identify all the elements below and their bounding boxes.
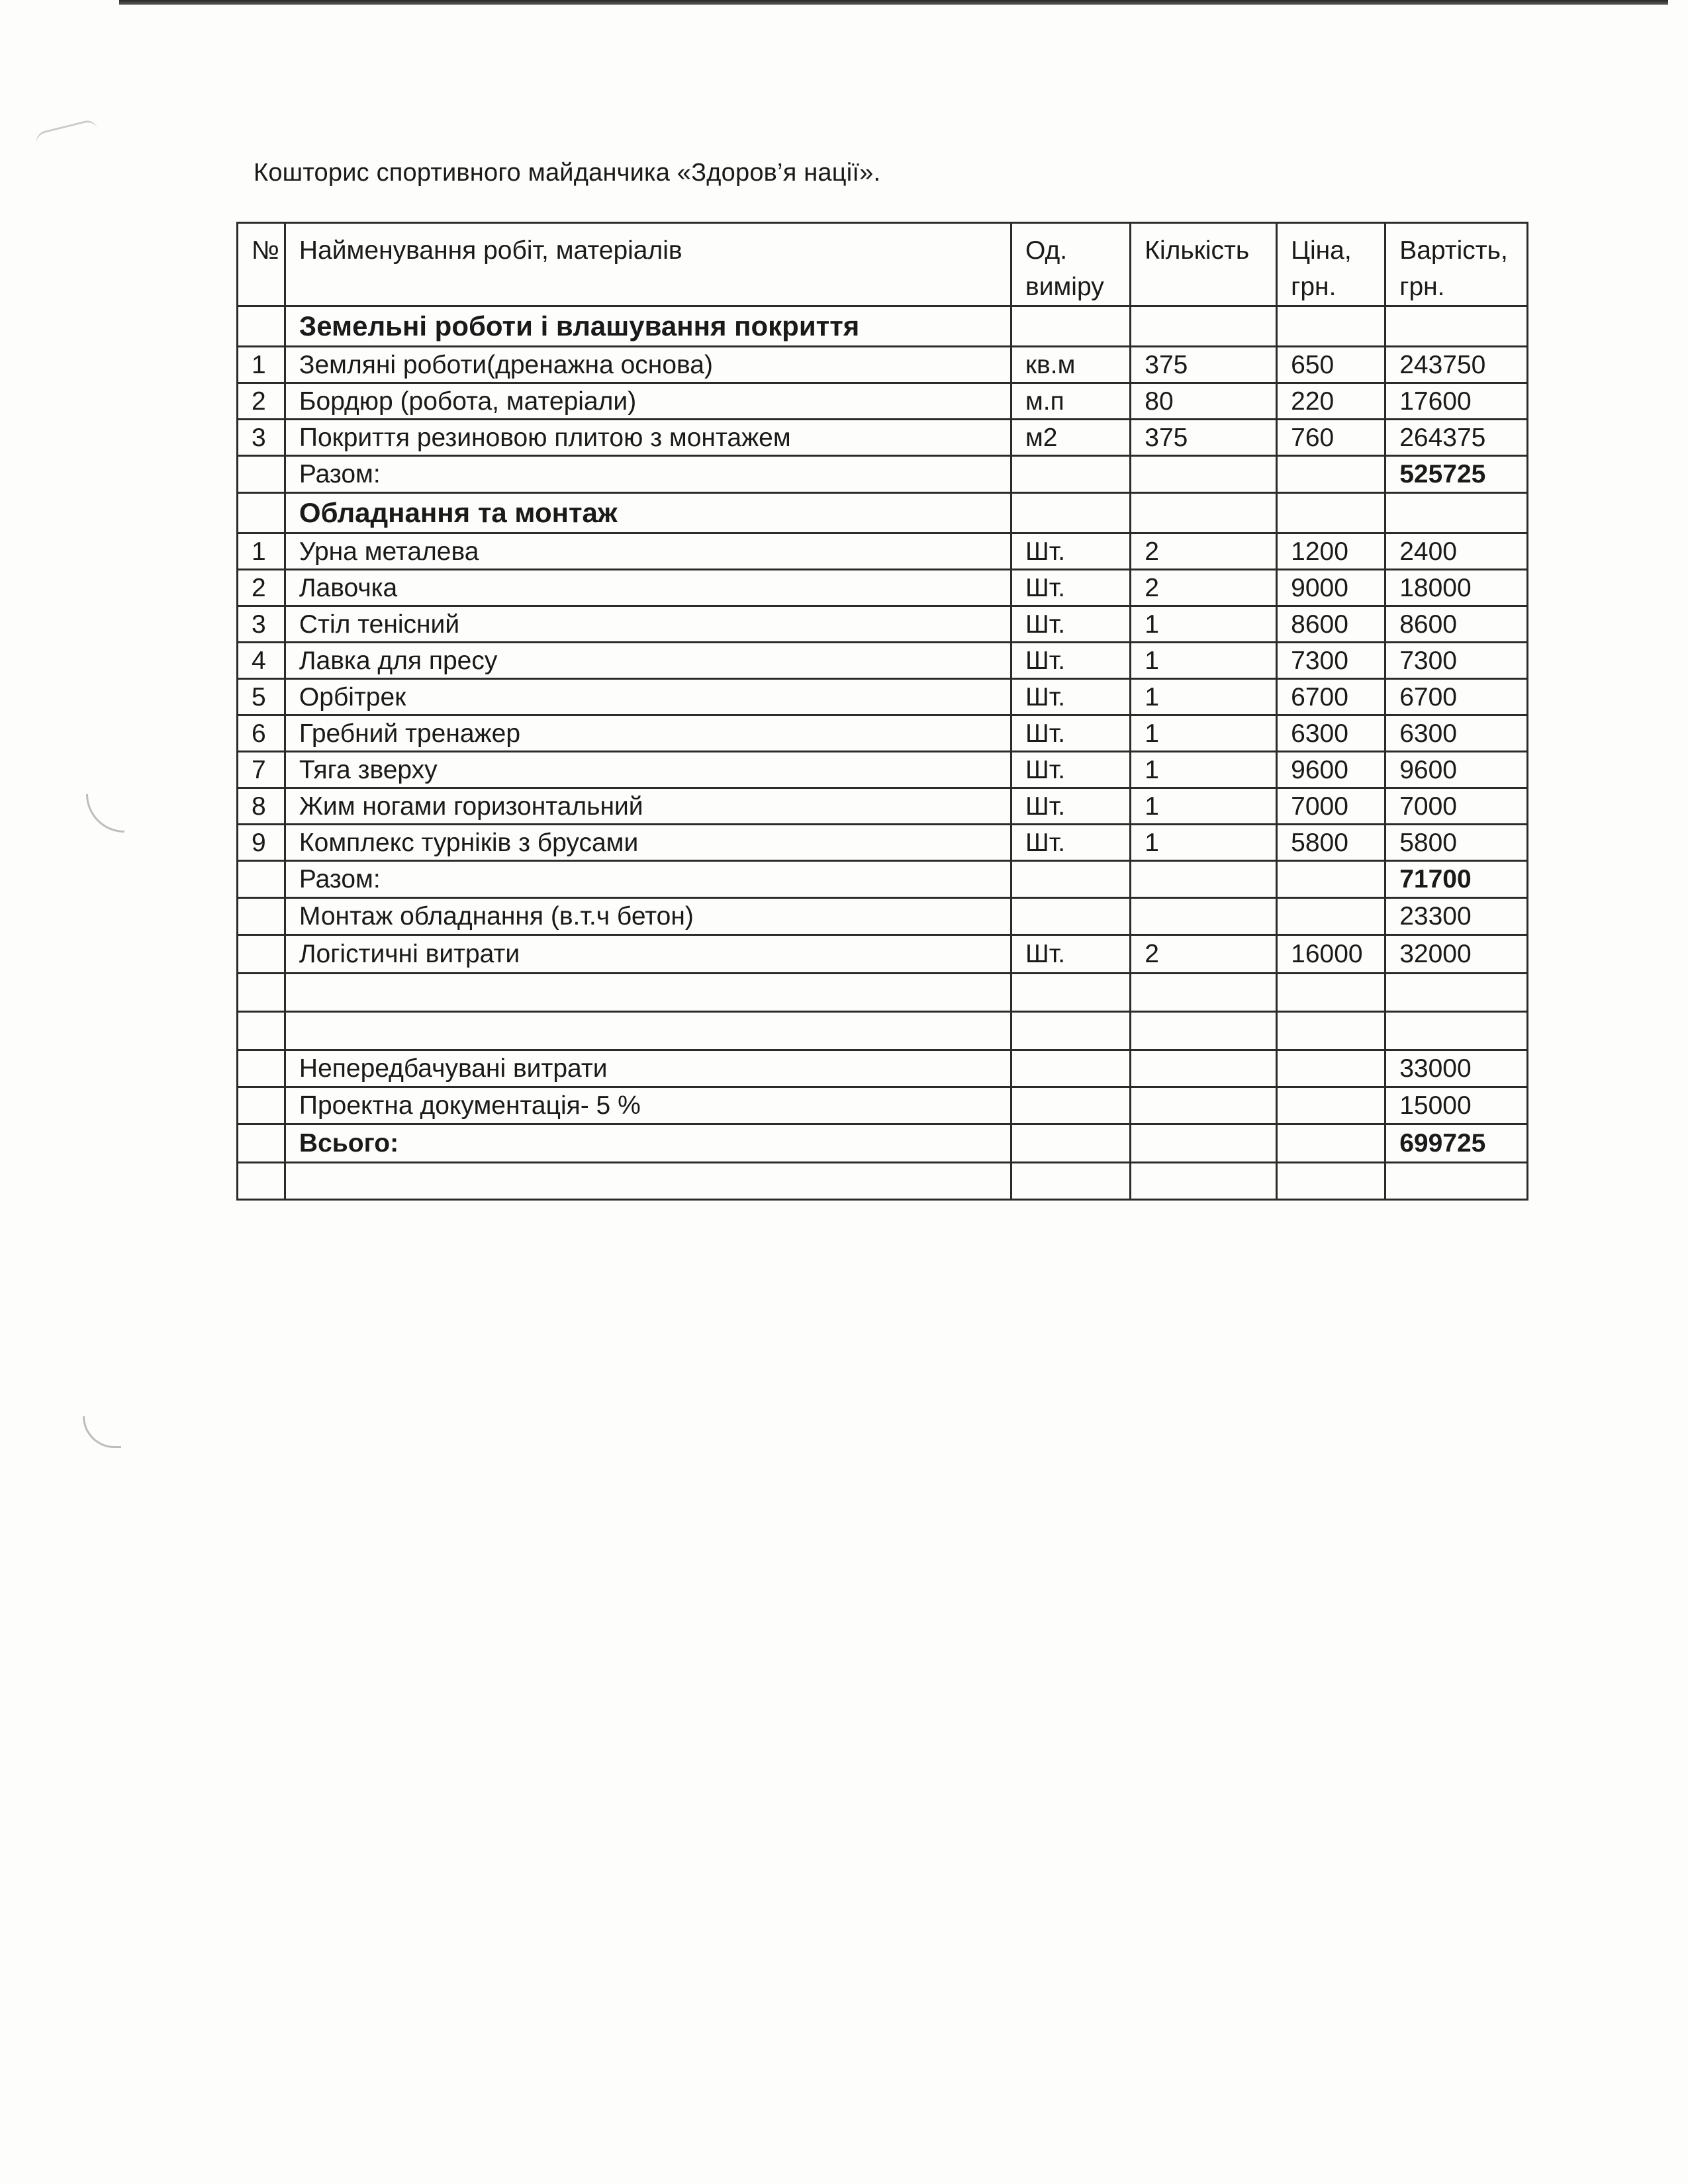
section-title-row [238,493,1528,533]
row-unit: м.п [1011,383,1130,420]
row-qty: 1 [1131,606,1277,643]
row-name: Лавка для пресу [285,643,1011,679]
row-sum: 6700 [1385,679,1528,715]
row-price: 16000 [1277,935,1385,974]
logistics-row [238,935,1528,974]
section-title: Обладнання та монтаж [285,493,1011,533]
grand-total-row [238,1124,1528,1163]
table-row [238,715,1528,752]
row-sum: 32000 [1385,935,1528,974]
table-row [238,643,1528,679]
row-sum: 264375 [1385,420,1528,456]
punch-hole-mark [86,794,124,833]
header-price: Ціна, грн. [1277,223,1385,306]
row-qty: 1 [1131,643,1277,679]
empty-row [238,974,1528,1012]
table-row [238,825,1528,861]
row-price: 5800 [1277,825,1385,861]
row-name: Стіл тенісний [285,606,1011,643]
row-no: 9 [238,825,285,861]
row-unit: Шт. [1011,606,1130,643]
row-qty: 2 [1131,570,1277,606]
subtotal-label: Разом: [285,456,1011,493]
row-sum: 17600 [1385,383,1528,420]
table-row [238,533,1528,570]
row-no: 3 [238,420,285,456]
row-price: 6700 [1277,679,1385,715]
row-unit: Шт. [1011,752,1130,788]
row-unit: Шт. [1011,533,1130,570]
subtotal-value: 525725 [1385,456,1528,493]
row-sum: 6300 [1385,715,1528,752]
table-row [238,752,1528,788]
section-title: Земельні роботи і влашування покриття [285,306,1011,347]
row-price: 8600 [1277,606,1385,643]
row-qty: 2 [1131,533,1277,570]
empty-row [238,1163,1528,1200]
row-price: 1200 [1277,533,1385,570]
row-sum: 5800 [1385,825,1528,861]
row-sum: 9600 [1385,752,1528,788]
grand-total-value: 699725 [1385,1124,1528,1163]
scan-edge-line [119,0,1668,5]
row-no: 2 [238,570,285,606]
row-price: 7300 [1277,643,1385,679]
row-name: Бордюр (робота, матеріали) [285,383,1011,420]
subtotal-value: 71700 [1385,861,1528,898]
scan-mark [34,118,97,144]
row-qty: 2 [1131,935,1277,974]
row-name: Покриття резиновою плитою з монтажем [285,420,1011,456]
header-qty: Кількість [1131,223,1277,306]
row-no: 7 [238,752,285,788]
table-row [238,788,1528,825]
row-unit: Шт. [1011,570,1130,606]
table-row [238,420,1528,456]
row-price: 760 [1277,420,1385,456]
row-unit: Шт. [1011,679,1130,715]
row-name: Жим ногами горизонтальний [285,788,1011,825]
row-sum: 243750 [1385,347,1528,383]
row-unit: м2 [1011,420,1130,456]
row-qty: 1 [1131,825,1277,861]
row-name: Логістичні витрати [285,935,1011,974]
table-row [238,606,1528,643]
row-unit: кв.м [1011,347,1130,383]
row-name: Земляні роботи(дренажна основа) [285,347,1011,383]
subtotal-label: Разом: [285,861,1011,898]
punch-hole-mark [83,1416,121,1448]
row-sum: 8600 [1385,606,1528,643]
row-unit: Шт. [1011,715,1130,752]
unforeseen-row [238,1050,1528,1087]
row-qty: 80 [1131,383,1277,420]
row-no: 4 [238,643,285,679]
row-name: Монтаж обладнання (в.т.ч бетон) [285,898,1011,935]
header-no: № [238,223,285,306]
row-qty: 375 [1131,347,1277,383]
table-row [238,347,1528,383]
row-price: 9600 [1277,752,1385,788]
row-sum: 2400 [1385,533,1528,570]
row-name: Проектна документація- 5 % [285,1087,1011,1124]
row-name: Тяга зверху [285,752,1011,788]
row-name: Гребний тренажер [285,715,1011,752]
header-sum: Вартість, грн. [1385,223,1528,306]
row-sum: 15000 [1385,1087,1528,1124]
row-sum: 33000 [1385,1050,1528,1087]
section-title-row [238,306,1528,347]
subtotal-row [238,456,1528,493]
installation-row [238,898,1528,935]
row-unit: Шт. [1011,935,1130,974]
row-name: Комплекс турніків з брусами [285,825,1011,861]
row-qty: 1 [1131,788,1277,825]
row-sum: 18000 [1385,570,1528,606]
row-no: 5 [238,679,285,715]
grand-total-label: Всього: [285,1124,1011,1163]
row-price: 220 [1277,383,1385,420]
row-qty: 1 [1131,679,1277,715]
table-row [238,570,1528,606]
row-price: 6300 [1277,715,1385,752]
row-qty: 1 [1131,752,1277,788]
row-name: Непередбачувані витрати [285,1050,1011,1087]
row-no: 1 [238,533,285,570]
row-qty: 1 [1131,715,1277,752]
row-name: Орбітрек [285,679,1011,715]
subtotal-row [238,861,1528,898]
row-sum: 7300 [1385,643,1528,679]
row-unit: Шт. [1011,825,1130,861]
document-title: Кошторис спортивного майданчика «Здоров’я нації». [254,159,881,187]
row-no: 1 [238,347,285,383]
row-no: 2 [238,383,285,420]
row-unit: Шт. [1011,643,1130,679]
header-unit: Од. виміру [1011,223,1130,306]
row-no: 3 [238,606,285,643]
row-no: 8 [238,788,285,825]
row-price: 9000 [1277,570,1385,606]
row-sum: 23300 [1385,898,1528,935]
row-name: Урна металева [285,533,1011,570]
row-price: 7000 [1277,788,1385,825]
header-name: Найменування робіт, матеріалів [285,223,1011,306]
table-row [238,383,1528,420]
row-no: 6 [238,715,285,752]
table-row [238,679,1528,715]
row-price: 650 [1277,347,1385,383]
row-qty: 375 [1131,420,1277,456]
row-sum: 7000 [1385,788,1528,825]
row-name: Лавочка [285,570,1011,606]
design-docs-row [238,1087,1528,1124]
empty-row [238,1012,1528,1050]
table-header-row [238,223,1528,306]
row-unit: Шт. [1011,788,1130,825]
estimate-table [236,222,1528,1201]
